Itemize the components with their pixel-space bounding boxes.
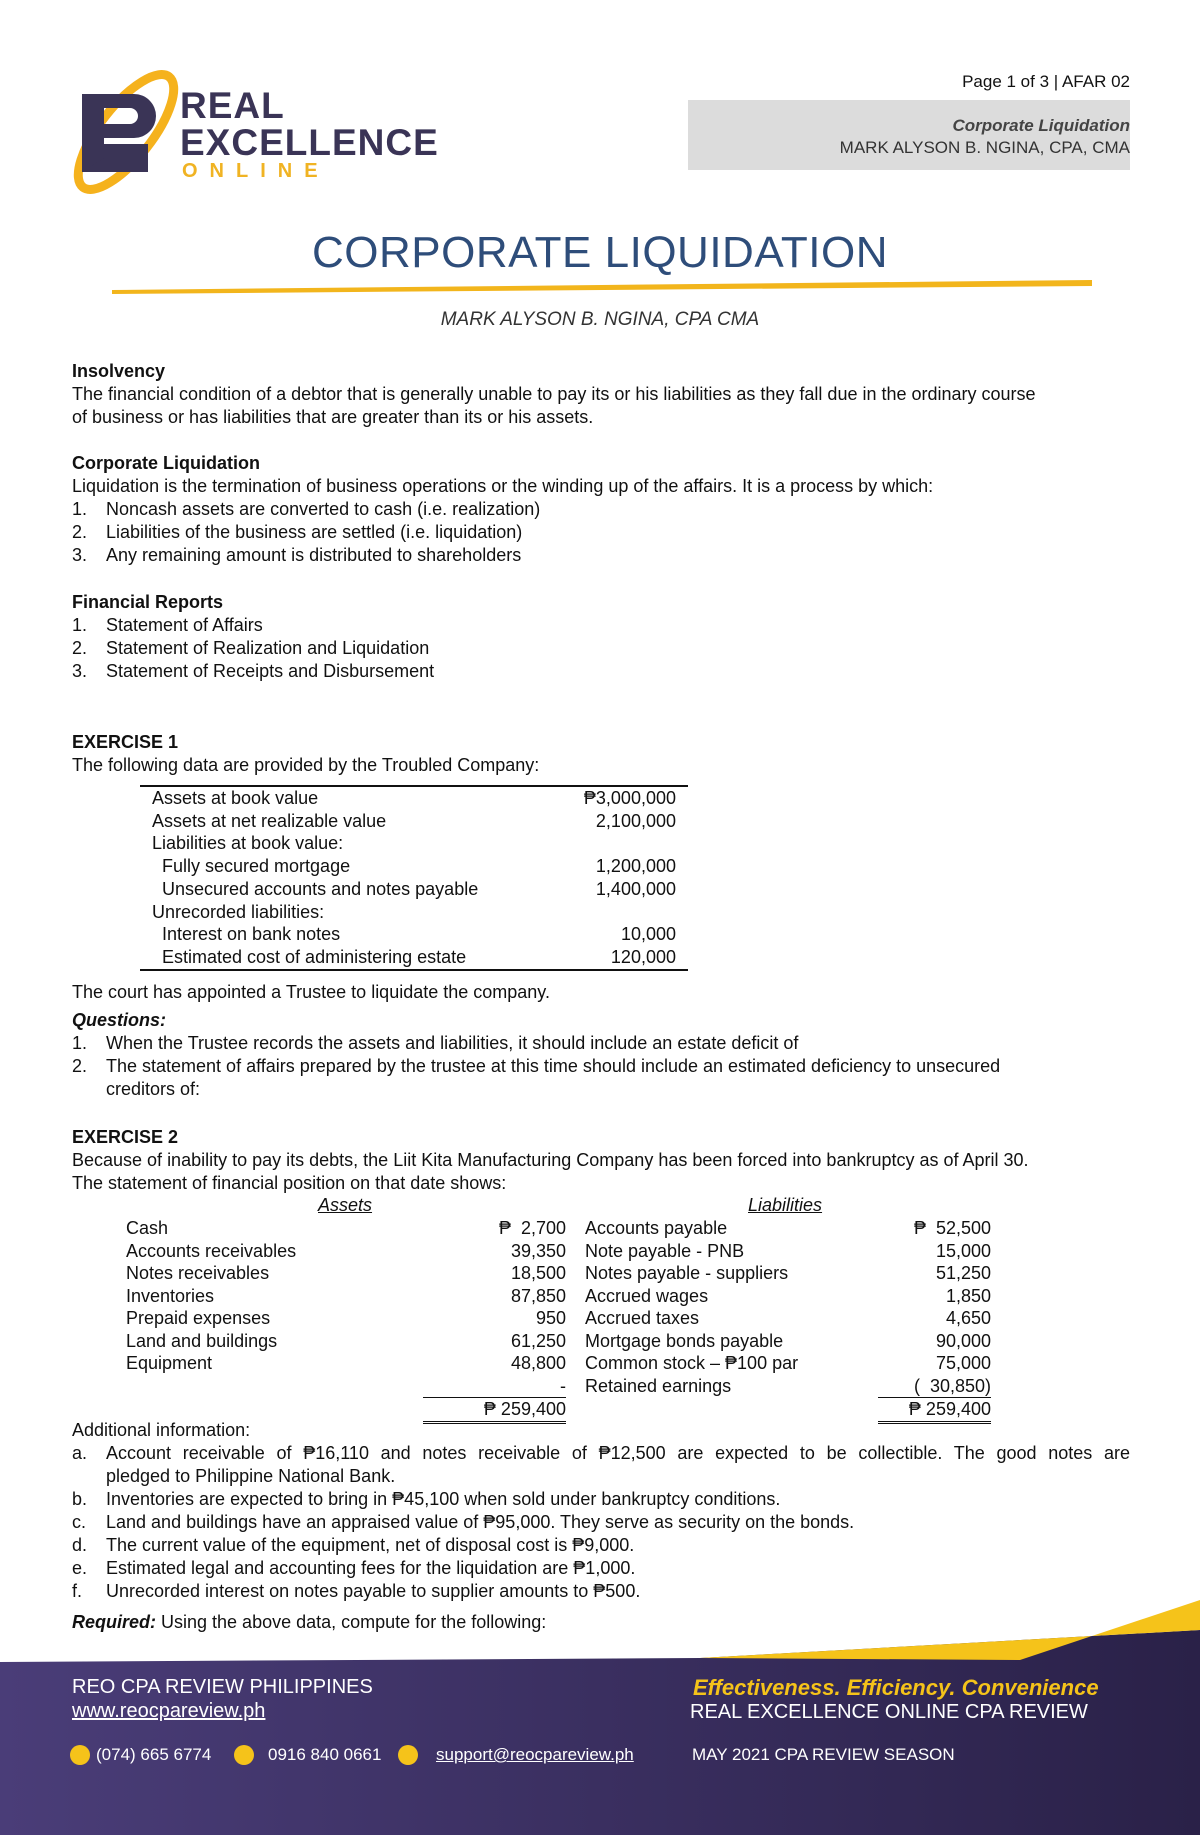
list-item: b. Inventories are expected to bring in ₱45,100 when sold under bankruptcy conditions. — [72, 1489, 781, 1509]
table-row: Liabilities at book value: — [152, 833, 344, 854]
questions-heading: Questions: — [72, 1010, 167, 1030]
list-item-continuation: pledged to Philippine National Bank. — [106, 1466, 396, 1486]
insolvency-section — [72, 360, 1130, 429]
list-item: 1. Statement of Affairs — [72, 615, 263, 635]
liabilities-heading: Liabilities — [748, 1195, 823, 1215]
list-item: a. Account receivable of ₱16,110 and notes receivable of ₱12,500 are expected to be collectible. The good notes are — [72, 1443, 1130, 1463]
exercise2-intro-2: The statement of financial position on that date shows: — [72, 1173, 507, 1193]
footer-email-link[interactable]: support@reocpareview.ph — [436, 1745, 634, 1764]
insolvency-text-1: The financial condition of a debtor that is generally unable to pay its or his liabilities as they fall due in the ordinary course — [72, 384, 1036, 404]
list-item: e. Estimated legal and accounting fees for the liquidation are ₱1,000. — [72, 1558, 636, 1578]
list-item: f. Unrecorded interest on notes payable to supplier amounts to ₱500. — [72, 1581, 641, 1601]
list-item: 3. Statement of Receipts and Disbursement — [72, 661, 435, 681]
exercise2-section — [72, 1126, 1130, 1195]
fin-reports-section — [72, 591, 1130, 683]
header-author: MARK ALYSON B. NGINA, CPA, CMA — [839, 138, 1130, 157]
list-item: 3. Any remaining amount is distributed to shareholders — [72, 545, 522, 565]
table-row: Land and buildings 61,250 — [126, 1330, 566, 1351]
table-row: Estimated cost of administering estate 120,000 — [162, 946, 676, 967]
exercise2-heading: EXERCISE 2 — [72, 1127, 179, 1147]
exercise1-followup — [72, 981, 1130, 1101]
footer-org: REO CPA REVIEW PHILIPPINES — [72, 1676, 373, 1698]
byline: MARK ALYSON B. NGINA, CPA CMA — [440, 309, 760, 330]
corp-liq-section — [72, 452, 1130, 567]
list-item: 2. Statement of Realization and Liquidation — [72, 638, 430, 658]
table-row: Accrued taxes 4,650 — [585, 1308, 991, 1328]
table-row: - — [126, 1375, 566, 1398]
list-item: 1. Noncash assets are converted to cash (i.e. realization) — [72, 499, 541, 519]
liabilities-total: ₱ 259,400 — [878, 1398, 991, 1423]
required-label: Required: — [72, 1612, 157, 1632]
additional-info-heading: Additional information: — [72, 1420, 251, 1440]
mobile-icon — [234, 1745, 254, 1765]
corp-liq-intro: Liquidation is the termination of business operations or the winding up of the affairs. It is a process by which: — [72, 476, 934, 496]
table-row: Notes receivables 18,500 — [126, 1263, 566, 1283]
exercise1-section — [72, 731, 1130, 777]
exercise1-after: The court has appointed a Trustee to liquidate the company. — [72, 982, 550, 1002]
title-underline — [112, 278, 1092, 294]
assets-heading: Assets — [318, 1195, 373, 1215]
footer-phone[interactable]: (074) 665 6774 — [96, 1745, 212, 1764]
table-row: Prepaid expenses 950 — [126, 1308, 566, 1328]
question-continuation: creditors of: — [106, 1079, 201, 1099]
corp-liq-heading: Corporate Liquidation — [72, 453, 260, 473]
liabilities-table — [585, 1217, 991, 1424]
table-row: Unsecured accounts and notes payable 1,400,000 — [162, 878, 676, 899]
footer-website-link[interactable]: www.reocpareview.ph — [72, 1700, 266, 1722]
phone-icon — [70, 1745, 90, 1765]
table-row: Accounts receivables 39,350 — [126, 1240, 566, 1261]
footer-mobile[interactable]: 0916 840 0661 — [268, 1745, 382, 1764]
exercise1-intro: The following data are provided by the Troubled Company: — [72, 755, 540, 775]
list-item: 1. When the Trustee records the assets and liabilities, it should include an estate deficit of — [72, 1033, 799, 1053]
table-row: Unrecorded liabilities: — [152, 901, 325, 922]
table-row: Mortgage bonds payable 90,000 — [585, 1330, 991, 1351]
table-row: Common stock – ₱100 par 75,000 — [585, 1353, 991, 1373]
page-label: Page 1 of 3 | AFAR 02 — [962, 72, 1130, 91]
table-row: Fully secured mortgage 1,200,000 — [162, 856, 676, 877]
table-row: Equipment 48,800 — [126, 1353, 566, 1373]
assets-table — [126, 1217, 566, 1424]
footer-brand: REAL EXCELLENCE ONLINE CPA REVIEW — [690, 1701, 1088, 1723]
table-row: Inventories 87,850 — [126, 1285, 566, 1306]
table-row: Accounts payable ₱ 52,500 — [585, 1218, 991, 1238]
insolvency-text-2: of business or has liabilities that are greater than its or his assets. — [72, 407, 594, 427]
exercise1-heading: EXERCISE 1 — [72, 732, 179, 752]
assets-total: ₱ 259,400 — [423, 1398, 566, 1423]
exercise2-intro-1: Because of inability to pay its debts, the Liit Kita Manufacturing Company has been forced into bankruptcy as of April 30. — [72, 1150, 1029, 1170]
table-row: Note payable - PNB 15,000 — [585, 1240, 991, 1261]
table-row: Accrued wages 1,850 — [585, 1285, 991, 1306]
fin-reports-heading: Financial Reports — [72, 592, 224, 612]
header-topic: Corporate Liquidation — [952, 116, 1130, 135]
table-row: Assets at net realizable value 2,100,000 — [152, 810, 676, 831]
footer-tagline: Effectiveness. Efficiency. Convenience — [693, 1675, 1099, 1700]
list-item: d. The current value of the equipment, net of disposal cost is ₱9,000. — [72, 1535, 635, 1555]
list-item: 2. Liabilities of the business are settled (i.e. liquidation) — [72, 522, 523, 542]
list-item: 2. The statement of affairs prepared by the trustee at this time should include an estimated deficiency to unsecured — [72, 1056, 1001, 1076]
table-row: Interest on bank notes 10,000 — [162, 924, 676, 945]
table-row: Cash ₱ 2,700 — [126, 1218, 566, 1238]
logo-line2: EXCELLENCE — [180, 122, 439, 163]
page-title: CORPORATE LIQUIDATION — [311, 228, 889, 277]
footer-season: MAY 2021 CPA REVIEW SEASON — [692, 1745, 955, 1764]
table-row: Notes payable - suppliers 51,250 — [585, 1263, 991, 1283]
required-text: Using the above data, compute for the following: — [156, 1612, 547, 1632]
table-row: Retained earnings ( 30,850) — [585, 1375, 991, 1396]
list-item: c. Land and buildings have an appraised value of ₱95,000. They serve as security on the bonds. — [72, 1512, 855, 1532]
table-row: Assets at book value ₱3,000,000 — [152, 788, 676, 808]
header-box — [688, 100, 1130, 170]
insolvency-heading: Insolvency — [72, 361, 166, 381]
logo-line1: REAL — [180, 85, 285, 126]
exercise1-table — [140, 785, 688, 971]
email-icon — [398, 1745, 418, 1765]
logo-line3: ONLINE — [182, 160, 330, 182]
